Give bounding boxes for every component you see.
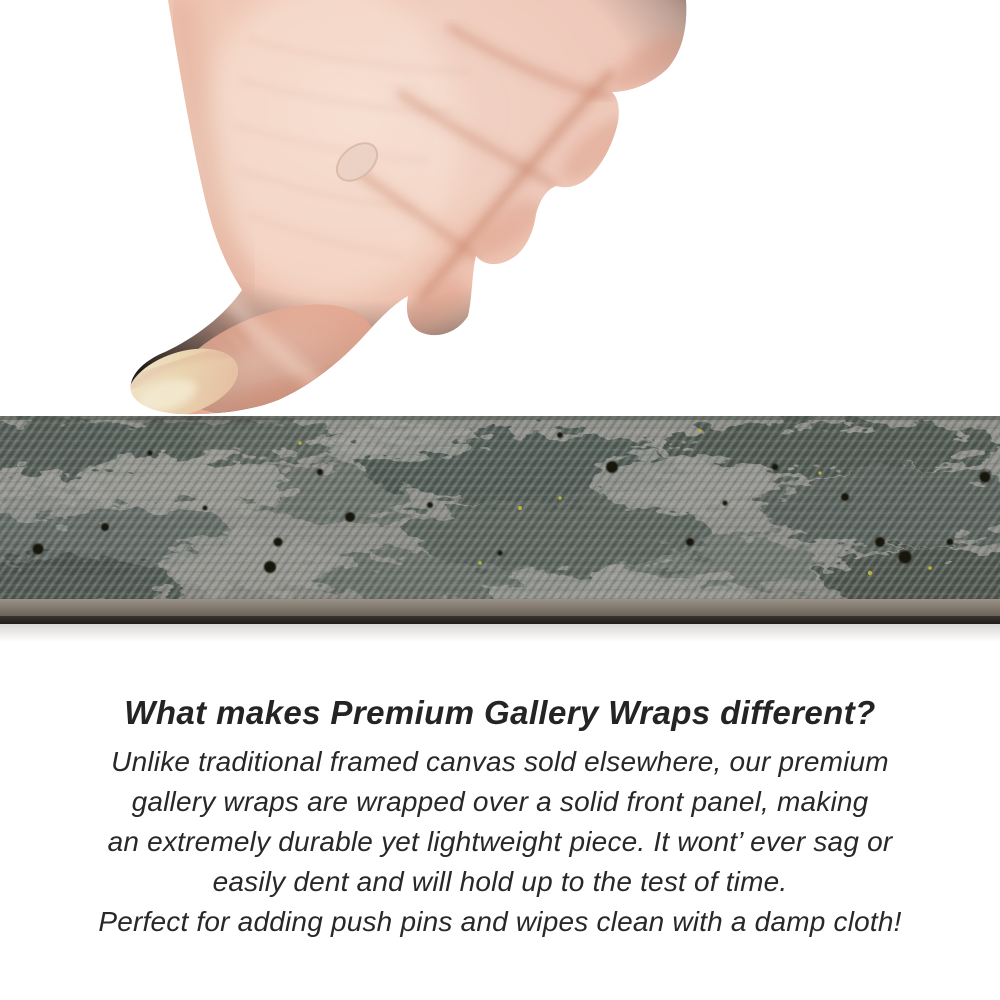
grain-overlay	[0, 416, 1000, 599]
caption-heading: What makes Premium Gallery Wraps different?	[124, 694, 876, 731]
hand-silhouette	[100, 0, 750, 420]
body-line: easily dent and will hold up to the test of time.	[212, 866, 788, 897]
body-line: an extremely durable yet lightweight piece. It wont’ ever sag or	[107, 826, 893, 857]
hand-photo	[0, 0, 1000, 420]
body-line: Unlike traditional framed canvas sold elsewhere, our premium	[111, 746, 889, 777]
body-line: Perfect for adding push pins and wipes clean with a damp cloth!	[98, 906, 902, 937]
panel-edge-band	[0, 599, 1000, 616]
canvas-strip-photo	[0, 413, 1000, 648]
thumb-contact-shadow	[125, 415, 275, 425]
panel-edge-dark-line	[0, 616, 1000, 624]
canvas-texture	[0, 415, 1000, 615]
strip-drop-shadow	[0, 624, 1000, 642]
body-line: gallery wraps are wrapped over a solid front panel, making	[131, 786, 869, 817]
caption-text-block	[0, 694, 1000, 942]
